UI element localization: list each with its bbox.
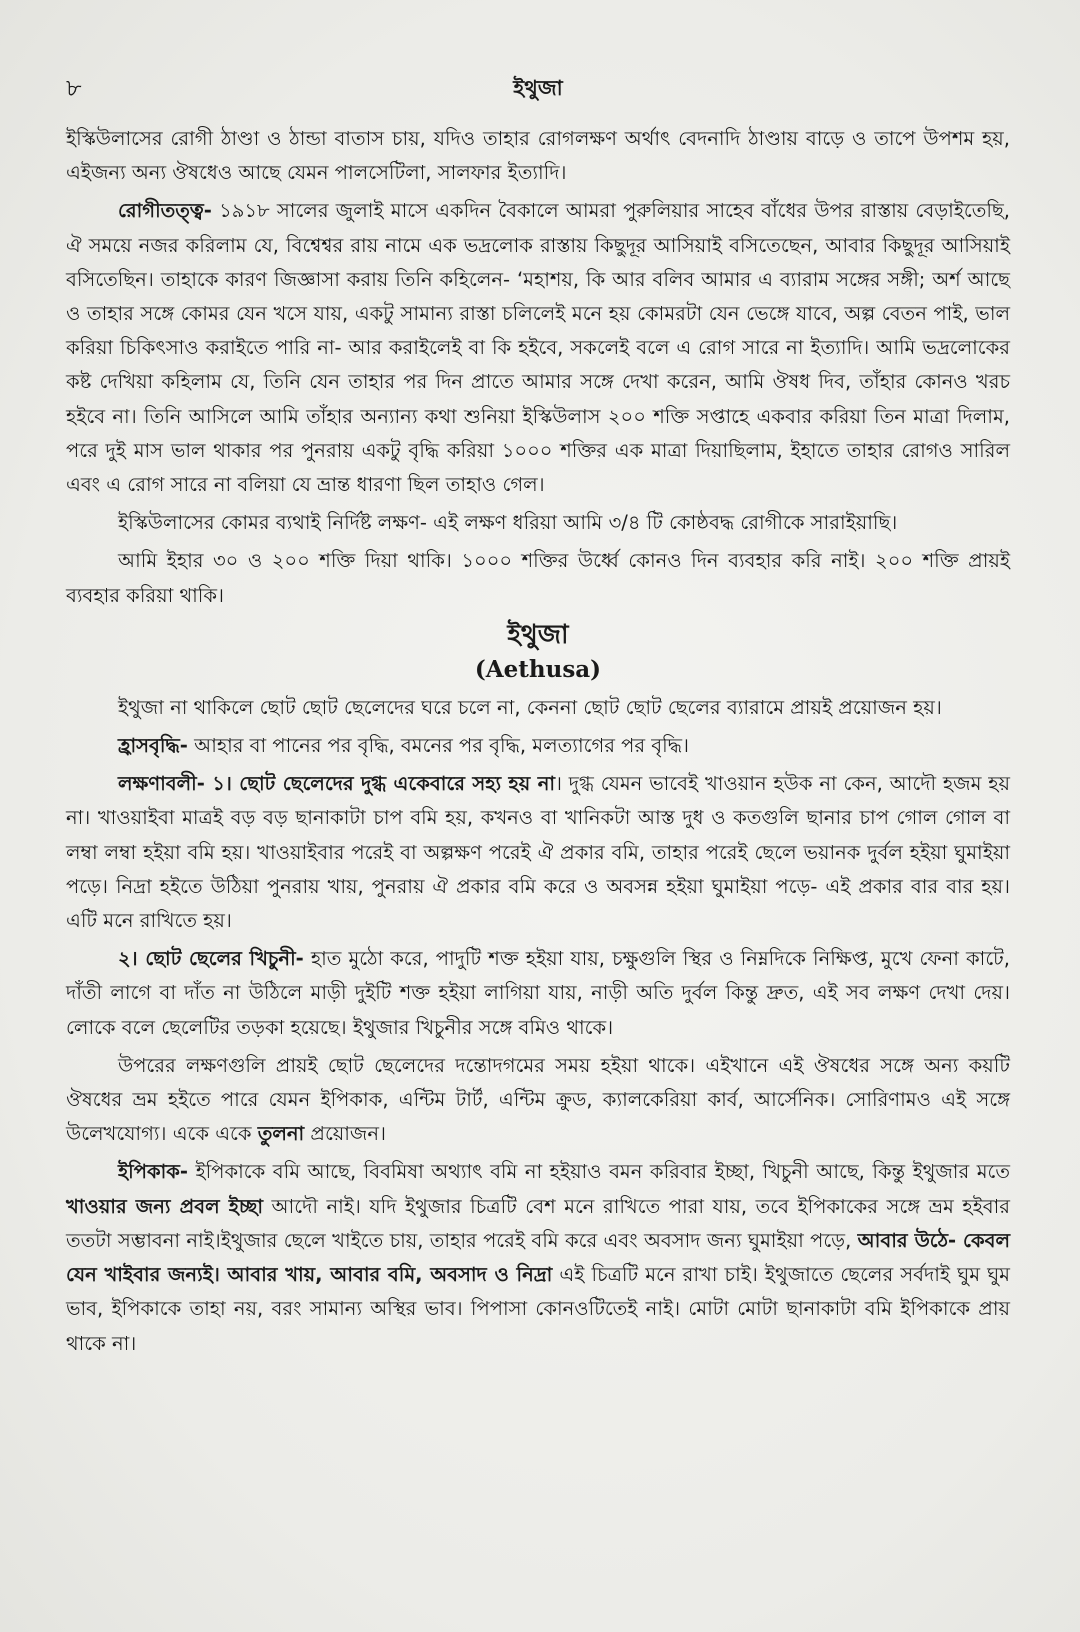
text-run: ইপিকাকে বমি আছে, বিবমিষা অথ্যাৎ বমি না হইয়াও বমন করিবার ইচ্ছা, খিচুনী আছে, কিন্তু ইথুজার মতে xyxy=(188,1160,1010,1184)
bold-run: তুলনা xyxy=(257,1122,305,1146)
bold-run: হ্রাসবৃদ্ধি- xyxy=(118,734,188,758)
bold-run: রোগীতত্ত্ব- xyxy=(118,199,212,223)
bold-run: খাওয়ার জন্য প্রবল ইচ্ছা xyxy=(66,1194,263,1218)
paragraph-symptoms-2 xyxy=(66,942,1010,1045)
body-text-top xyxy=(66,122,1010,613)
text-run: প্রয়োজন। xyxy=(304,1122,386,1146)
bold-run: লক্ষণাবলী- ১। ছোট ছেলেদের দুগ্ধ একেবারে সহ্য হয় না xyxy=(118,772,555,796)
page-number: ৮ xyxy=(66,74,82,102)
bold-run: ইপিকাক- xyxy=(118,1160,188,1184)
page-header xyxy=(66,64,1010,122)
paragraph-p4 xyxy=(66,544,1010,612)
paragraph-comparison xyxy=(66,1049,1010,1152)
text-run: ইস্কিউলাসের রোগী ঠাণ্ডা ও ঠান্ডা বাতাস চায়, যদিও তাহার রোগলক্ষণ অর্থাৎ বেদনাদি ঠাণ্ডায় বাড়ে ও তাপে উপশম হয়, এইজন্য অন্য ঔষধেও আছে যেমন পালসেটিলা, সালফার ইত্যাদি। xyxy=(66,127,1010,185)
text-run: উপরের লক্ষণগুলি প্রায়ই ছোট ছেলেদের দন্তোদগমের সময় হইয়া থাকে। এইখানে এই ঔষধের সঙ্গে অন্য কয়টি ঔষধের ভ্রম হইতে পারে যেমন ইপিকাক, এন্টিম টার্ট, এন্টিম ক্রুড, ক্যালকেরিয়া কার্ব, আর্সেনিক। সোরিণামও এই সঙ্গে উলেখযোগ্য। একে একে xyxy=(66,1053,1010,1146)
paragraph-intro xyxy=(66,691,1010,725)
text-run: ইথুজা না থাকিলে ছোট ছোট ছেলেদের ঘরে চলে না, কেননা ছোট ছোট ছেলের ব্যারামে প্রায়ই প্রয়োজন হয়। xyxy=(118,695,942,719)
running-head: ইথুজা xyxy=(513,76,563,100)
text-run: ইস্কিউলাসের কোমর ব্যথাই নির্দিষ্ট লক্ষণ- এই লক্ষণ ধরিয়া আমি ৩/৪ টি কোষ্ঠবদ্ধ রোগীকে সারাইয়াছি। xyxy=(118,511,898,535)
text-run: আমি ইহার ৩০ ও ২০০ শক্তি দিয়া থাকি। ১০০০ শক্তির উর্ধ্বে কোনও দিন ব্যবহার করি নাই। ২০০ শক্তি প্রায়ই ব্যবহার করিয়া থাকি। xyxy=(66,549,1010,607)
bold-run: আবার উঠে- কেবল যেন খাইবার জন্যই। আবার খায়, আবার বমি, অবসাদ ও নিদ্রা xyxy=(66,1228,1010,1287)
text-run: আহার বা পানের পর বৃদ্ধি, বমনের পর বৃদ্ধি, মলত্যাগের পর বৃদ্ধি। xyxy=(187,734,690,758)
paragraph-p1 xyxy=(66,122,1010,190)
paragraph-modalities xyxy=(66,729,1010,763)
paragraph-ipecac xyxy=(66,1155,1010,1360)
body-text-bottom xyxy=(66,691,1010,1361)
text-run: । দুগ্ধ যেমন ভাবেই খাওয়ান হউক না কেন, আদৌ হজম হয় না। খাওয়াইবা মাত্রই বড় বড় ছানাকাটা চাপ বমি হয়, কখনও বা খানিকটা আস্ত দুধ ও কতগুলি ছানার চাপ গোল গোল বা লম্বা লম্বা হইয়া বমি হয়। খাওয়াইবার পরেই বা অল্পক্ষণ পরেই ঐ প্রকার বমি, তাহার পরেই ছেলে ভয়ানক দুর্বল হইয়া ঘুমাইয়া পড়ে। নিদ্রা হইতে উঠিয়া পুনরায় খায়, পুনরায় ঐ প্রকার বমি করে ও অবসন্ন হইয়া ঘুমাইয়া পড়ে- এই প্রকার বার বার হয়। এটি মনে রাখিতে হয়। xyxy=(66,772,1010,933)
text-run: ১৯১৮ সালের জুলাই মাসে একদিন বৈকালে আমরা পুরুলিয়ার সাহেব বাঁধের উপর রাস্তায় বেড়াইতেছি, ঐ সময়ে নজর করিলাম যে, বিশ্বেশ্বর রায় নামে এক ভদ্রলোক রাস্তায় কিছুদূর আসিয়াই বসিতেছেন, আবার কিছুদূর আসিয়াই বসিতেছিন। তাহাকে কারণ জিজ্ঞাসা করায় তিনি কহিলেন- ‘মহাশয়, কি আর বলিব আমার এ ব্যারাম সঙ্গের সঙ্গী; অর্শ আছে ও তাহার সঙ্গে কোমর যেন খসে যায়, একটু সামান্য রাস্তা চলিলেই মনে হয় কোমরটা যেন ভেঙ্গে যাবে, অল্প বেতন পাই, ভাল করিয়া চিকিৎসাও করাইতে পারি না- আর করাইলেই বা কি হইবে, সকলেই বলে এ রোগ সারে না ইত্যাদি। আমি ভদ্রলোকের কষ্ট দেখিয়া কহিলাম যে, তিনি যেন তাহার পর দিন প্রাতে আমার সঙ্গে দেখা করেন, আমি ঔষধ দিব, তাঁহার কোনও খরচ হইবে না। তিনি আসিলে আমি তাঁহার অন্যান্য কথা শুনিয়া ইস্কিউলাস ২০০ শক্তি সপ্তাহে একবার করিয়া তিন মাত্রা দিলাম, পরে দুই মাস ভাল থাকার পর পুনরায় একটু বৃদ্ধি করিয়া ১০০০ শক্তির এক মাত্রা দিয়াছিলাম, ইহাতে তাহার রোগও সারিল এবং এ রোগ সারে না বলিয়া যে ভ্রান্ত ধারণা ছিল তাহাও গেল। xyxy=(66,199,1010,497)
paragraph-p3 xyxy=(66,506,1010,540)
text-run: এই চিত্রটি মনে রাখা চাই। ইথুজাতে ছেলের সর্বদাই ঘুম ঘুম ভাব, ইপিকাকে তাহা নয়, বরং সামান্য অস্থির ভাব। পিপাসা কোনওটিতেই নাই। মোটা মোটা ছানাকাটা বমি ইপিকাকে প্রায় থাকে না। xyxy=(66,1263,1010,1355)
bold-run: ২। ছোট ছেলের খিচুনী- xyxy=(118,947,304,971)
paragraph-symptoms-1 xyxy=(66,767,1010,938)
text-run: আদৌ নাই। যদি ইথুজার চিত্রটি বেশ মনে রাখিতে পারা যায়, তবে ইপিকাকের সঙ্গে ভ্রম হইবার ততটা সম্ভাবনা নাই।ইথুজার ছেলে খাইতে চায়, তাহার পরেই বমি করে এবং অবসাদ জন্য ঘুমাইয়া পড়ে, xyxy=(66,1194,1010,1252)
section-title: ইথুজা xyxy=(507,619,569,650)
section-latin-name: (Aethusa) xyxy=(474,655,602,683)
text-run: হাত মুঠো করে, পাদুটি শক্ত হইয়া যায়, চক্ষুগুলি স্থির ও নিম্নদিকে নিক্ষিপ্ত, মুখে ফেনা কাটে, দাঁতী লাগে বা দাঁত না উঠিলে মাড়ী দুইটি শক্ত হইয়া লাগিয়া যায়, নাড়ী অতি দুর্বল কিন্তু দ্রুত, এই সব লক্ষণ দেখা দেয়। লোকে বলে ছেলেটির তড়কা হয়েছে। ইথুজার খিচুনীর সঙ্গে বমিও থাকে। xyxy=(66,947,1010,1039)
paragraph-case-history xyxy=(66,194,1010,502)
